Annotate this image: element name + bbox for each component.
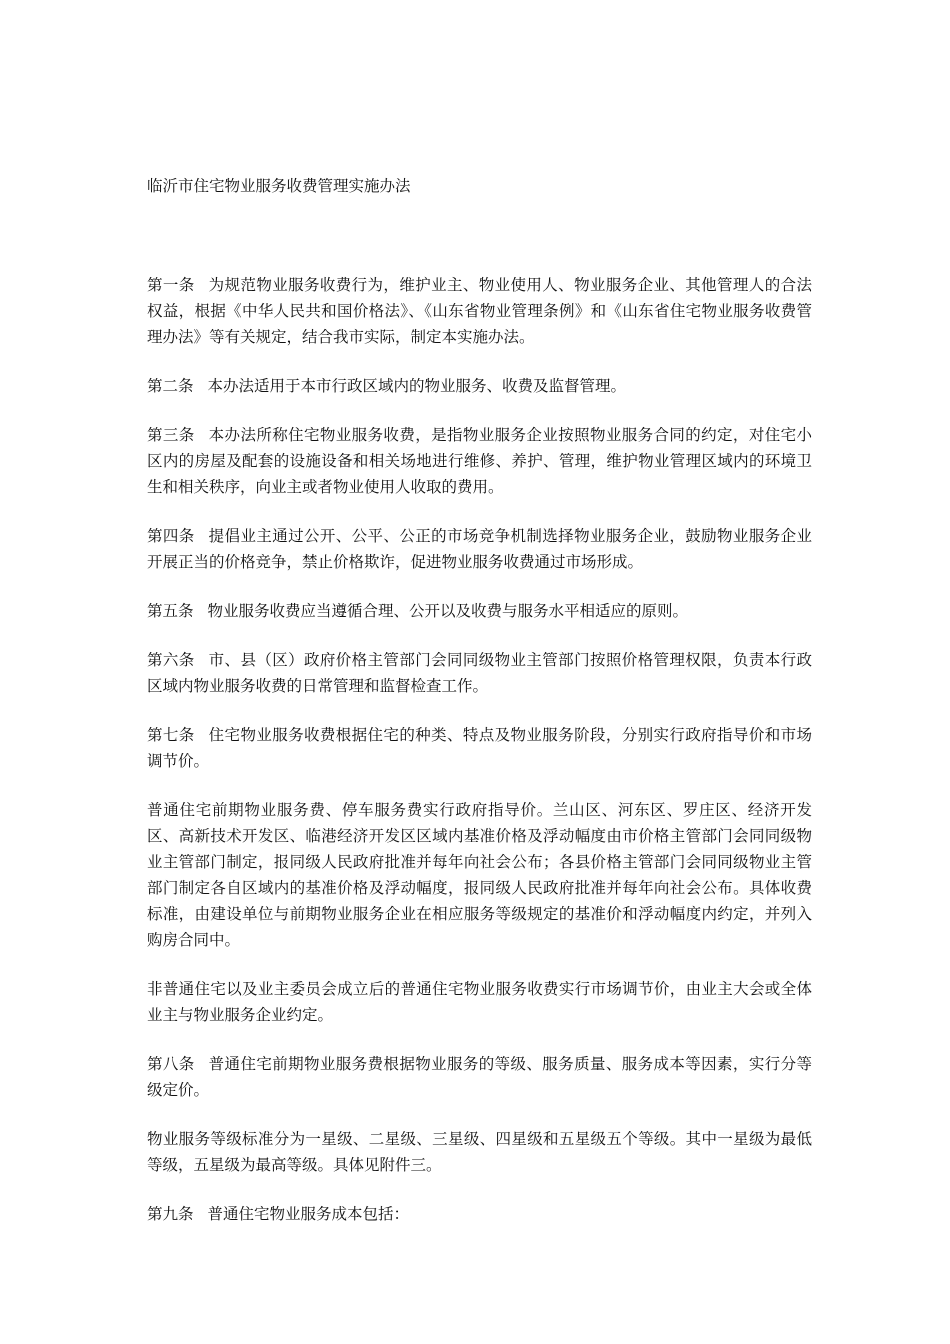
article-label: 第三条 bbox=[147, 426, 195, 444]
article-text: 本办法所称住宅物业服务收费，是指物业服务企业按照物业服务合同的约定，对住宅小区内的房屋及配套的设施设备和相关场地进行维修、养护、管理，维护物业管理区域内的环境卫生和相关秩序，向业主或者物业使用人收取的费用。 bbox=[147, 426, 812, 496]
article-2 bbox=[147, 373, 812, 399]
article-label: 第一条 bbox=[147, 276, 195, 294]
article-text: 物业服务收费应当遵循合理、公开以及收费与服务水平相适应的原则。 bbox=[207, 602, 689, 620]
article-6 bbox=[147, 647, 812, 699]
article-4 bbox=[147, 523, 812, 575]
document-title: 临沂市住宅物业服务收费管理实施办法 bbox=[147, 177, 411, 195]
paragraph-text: 非普通住宅以及业主委员会成立后的普通住宅物业服务收费实行市场调节价，由业主大会或全体业主与物业服务企业约定。 bbox=[147, 980, 812, 1024]
article-text: 市、县（区）政府价格主管部门会同同级物业主管部门按照价格管理权限，负责本行政区域内物业服务收费的日常管理和监督检查工作。 bbox=[147, 651, 812, 695]
article-text: 普通住宅物业服务成本包括： bbox=[207, 1205, 410, 1223]
article-label: 第四条 bbox=[147, 527, 195, 545]
article-3 bbox=[147, 422, 812, 500]
article-text: 本办法适用于本市行政区域内的物业服务、收费及监督管理。 bbox=[207, 377, 627, 395]
article-label: 第五条 bbox=[147, 602, 194, 620]
paragraph-text: 普通住宅前期物业服务费、停车服务费实行政府指导价。兰山区、河东区、罗庄区、经济开发区、高新技术开发区、临港经济开发区区域内基准价格及浮动幅度由市价格主管部门会同同级物业主管部门制定，报同级人民政府批准并每年向社会公布；各县价格主管部门会同同级物业主管部门制定各自区域内的基准价格及浮动幅度，报同级人民政府批准并每年向社会公布。具体收费标准，由建设单位与前期物业服务企业在相应服务等级规定的基准价和浮动幅度内约定，并列入购房合同中。 bbox=[147, 801, 812, 949]
article-7 bbox=[147, 722, 812, 774]
article-text: 提倡业主通过公开、公平、公正的市场竞争机制选择物业服务企业，鼓励物业服务企业开展正当的价格竞争，禁止价格欺诈，促进物业服务收费通过市场形成。 bbox=[147, 527, 812, 571]
article-1 bbox=[147, 272, 812, 350]
article-label: 第六条 bbox=[147, 651, 195, 669]
article-9 bbox=[147, 1201, 812, 1227]
article-8 bbox=[147, 1051, 812, 1103]
article-label: 第七条 bbox=[147, 726, 195, 744]
paragraph-service-levels bbox=[147, 1126, 812, 1178]
article-label: 第九条 bbox=[147, 1205, 194, 1223]
article-label: 第二条 bbox=[147, 377, 194, 395]
paragraph-text: 物业服务等级标准分为一星级、二星级、三星级、四星级和五星级五个等级。其中一星级为最低等级，五星级为最高等级。具体见附件三。 bbox=[147, 1130, 812, 1174]
article-label: 第八条 bbox=[147, 1055, 195, 1073]
article-text: 为规范物业服务收费行为，维护业主、物业使用人、物业服务企业、其他管理人的合法权益，根据《中华人民共和国价格法》、《山东省物业管理条例》和《山东省住宅物业服务收费管理办法》等有关规定，结合我市实际，制定本实施办法。 bbox=[147, 276, 812, 346]
article-5 bbox=[147, 598, 812, 624]
paragraph-guide-price bbox=[147, 797, 812, 953]
article-text: 普通住宅前期物业服务费根据物业服务的等级、服务质量、服务成本等因素，实行分等级定价。 bbox=[147, 1055, 812, 1099]
paragraph-market-price bbox=[147, 976, 812, 1028]
article-text: 住宅物业服务收费根据住宅的种类、特点及物业服务阶段，分别实行政府指导价和市场调节价。 bbox=[147, 726, 812, 770]
document-body bbox=[147, 272, 812, 1250]
